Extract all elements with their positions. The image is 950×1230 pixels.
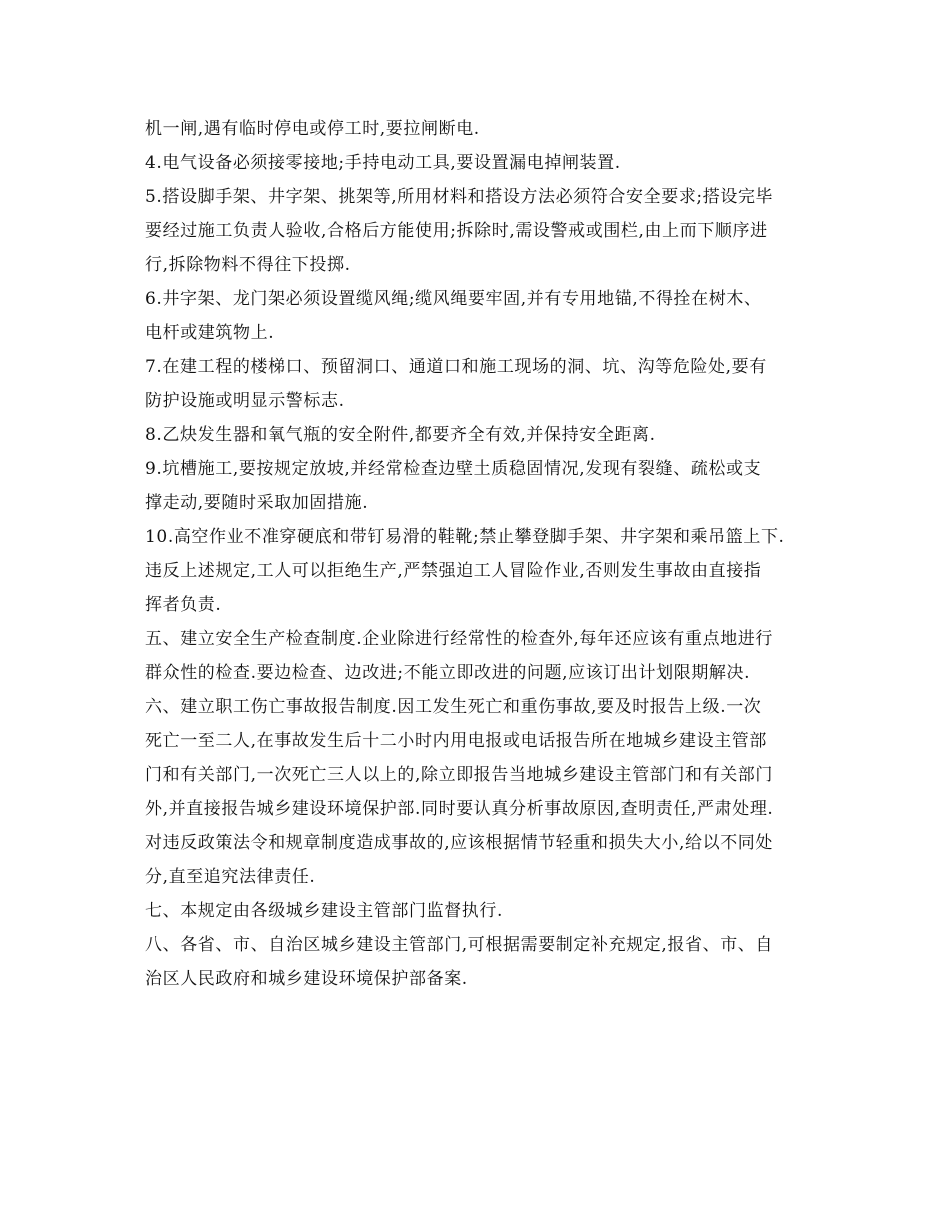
text-line: 群众性的检查.要边检查、边改进;不能立即改进的问题,应该订出计划限期解决. [145,663,751,683]
text-line: 要经过施工负责人验收,合格后方能使用;拆除时,需设警戒或围栏,由上而下顺序进 [145,221,768,241]
text-line: 5.搭设脚手架、井字架、挑架等,所用材料和搭设方法必须符合安全要求;搭设完毕 [145,187,774,207]
text-line: 八、各省、市、自治区城乡建设主管部门,可根据需要制定补充规定,报省、市、自 [145,935,774,955]
text-line: 五、建立安全生产检查制度.企业除进行经常性的检查外,每年还应该有重点地进行 [145,629,774,649]
text-line: 外,并直接报告城乡建设环境保护部.同时要认真分析事故原因,查明责任,严肃处理. [145,799,774,819]
text-line: 违反上述规定,工人可以拒绝生产,严禁强迫工人冒险作业,否则发生事故由直接指 [145,561,762,581]
text-line: 对违反政策法令和规章制度造成事故的,应该根据情节轻重和损失大小,给以不同处 [145,833,774,853]
text-line: 撑走动,要随时采取加固措施. [145,493,369,513]
text-line: 4.电气设备必须接零接地;手持电动工具,要设置漏电掉闸装置. [145,153,621,173]
text-line: 门和有关部门,一次死亡三人以上的,除立即报告当地城乡建设主管部门和有关部门 [145,765,774,785]
text-line: 分,直至追究法律责任. [145,867,316,887]
text-line: 7.在建工程的楼梯口、预留洞口、通道口和施工现场的洞、坑、沟等危险处,要有 [145,357,767,377]
text-line: 行,拆除物料不得往下投掷. [145,255,351,275]
text-line: 挥者负责. [145,595,222,615]
text-line: 机一闸,遇有临时停电或停工时,要拉闸断电. [145,119,480,139]
text-line: 治区人民政府和城乡建设环境保护部备案. [145,969,468,989]
text-line: 防护设施或明显示警标志. [145,391,345,411]
text-line: 死亡一至二人,在事故发生后十二小时内用电报或电话报告所在地城乡建设主管部 [145,731,768,751]
text-line: 8.乙炔发生器和氧气瓶的安全附件,都要齐全有效,并保持安全距离. [145,425,656,445]
text-line: 电杆或建筑物上. [145,323,275,343]
text-line: 10.高空作业不准穿硬底和带钉易滑的鞋靴;禁止攀登脚手架、井字架和乘吊篮上下. [145,527,785,547]
text-line: 9.坑槽施工,要按规定放坡,并经常检查边壁土质稳固情况,发现有裂缝、疏松或支 [145,459,762,479]
text-line: 6.井字架、龙门架必须设置缆风绳;缆风绳要牢固,并有专用地锚,不得拴在树木、 [145,289,762,309]
text-line: 六、建立职工伤亡事故报告制度.因工发生死亡和重伤事故,要及时报告上级.一次 [145,697,762,717]
document-body [145,112,825,996]
text-line: 七、本规定由各级城乡建设主管部门监督执行. [145,901,504,921]
